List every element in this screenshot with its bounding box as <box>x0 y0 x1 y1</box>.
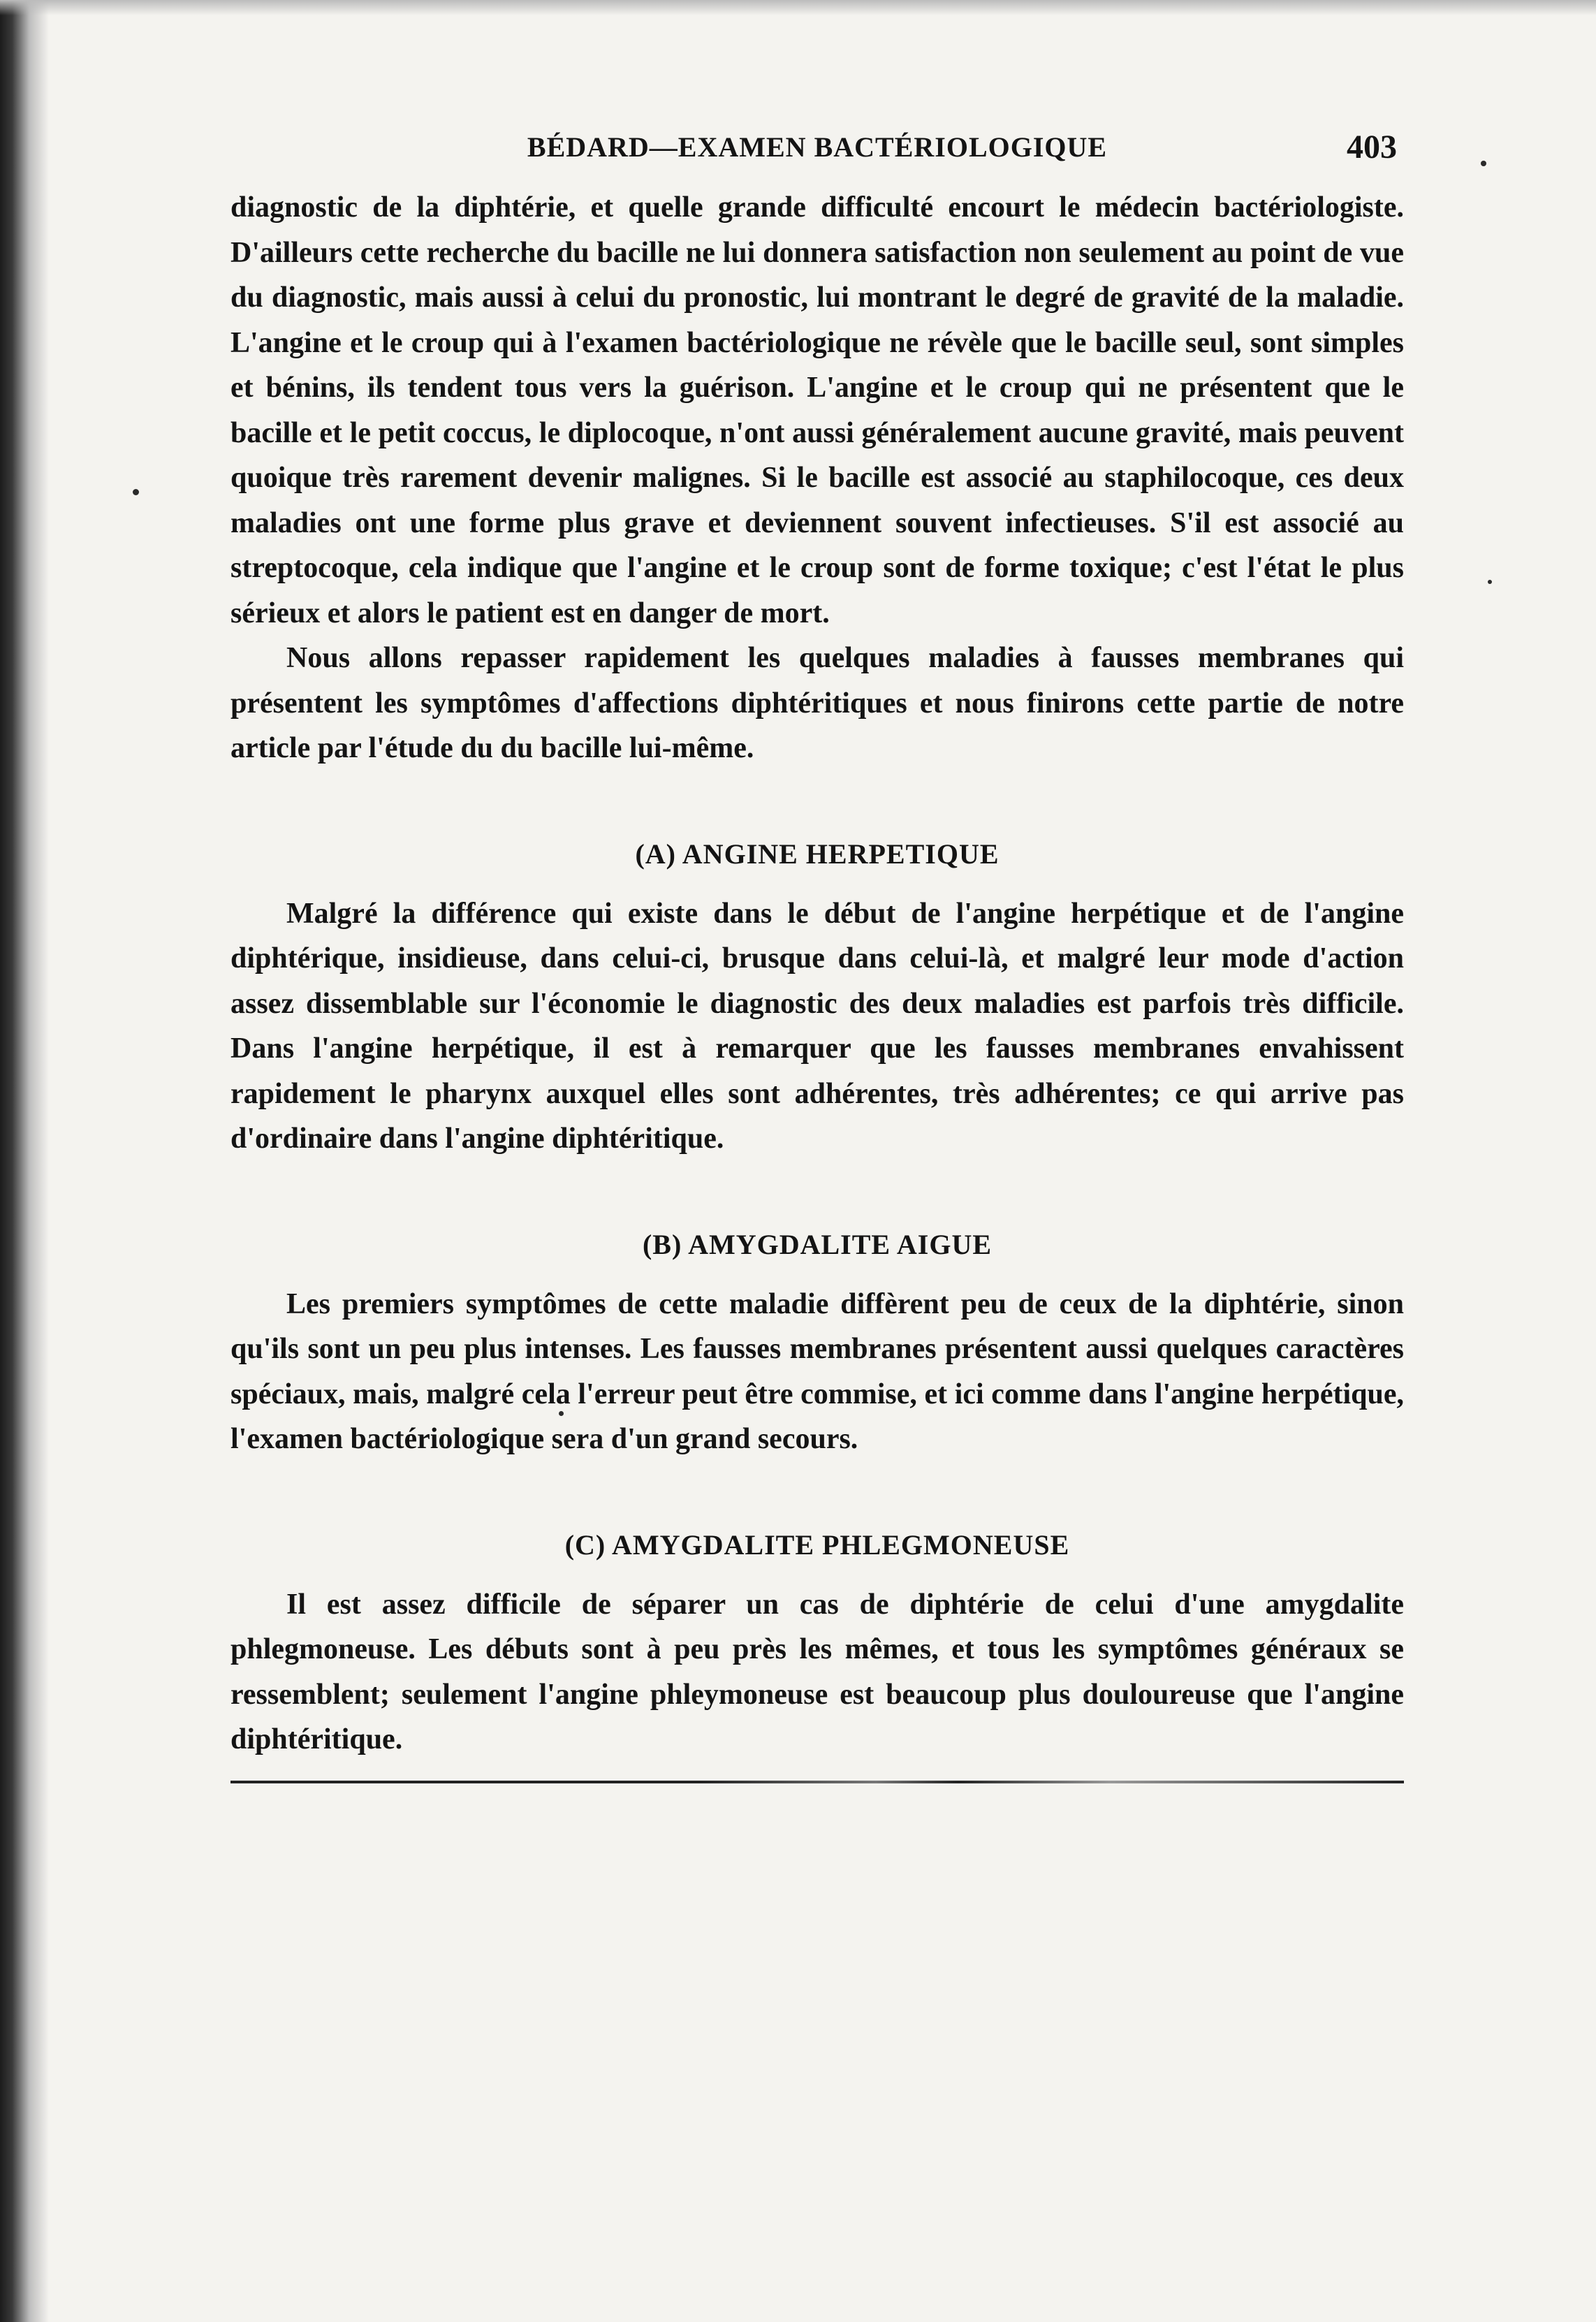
section-title-amygdalite-phlegmoneuse: (C) AMYGDALITE PHLEGMONEUSE <box>564 1528 1070 1561</box>
scan-speck <box>1488 580 1492 584</box>
section-paragraph: Les premiers symptômes de cette maladie diffèrent peu de ceux de la diphtérie, sinon qu'ils sont un peu plus intenses. Les fausses membranes présentent aussi quelques caractères spéciaux, mais, malgré cela l'erreur peut être commise, et ici comme dans l'angine herpétique, l'examen bactériologique sera d'un grand secours. <box>230 1287 1404 1455</box>
bottom-rule <box>230 1781 1404 1783</box>
section-paragraph: Il est assez difficile de séparer un cas de diphtérie de celui d'une amygdalite phlegmoneuse. Les débuts sont à peu près les mêmes, et tous les symptômes généraux se ressemblent; seulement l'angine phleymoneuse est beaucoup plus douloureuse que l'angine diphtéritique. <box>230 1588 1404 1755</box>
section-title-angine-herpetique: (A) ANGINE HERPETIQUE <box>635 838 1000 870</box>
document-page <box>230 122 1404 1783</box>
scan-shadow-left <box>0 0 49 2322</box>
body-paragraph: Nous allons repasser rapidement les quelques maladies à fausses membranes qui présentent les symptômes d'affections diphtéritiques et nous finirons cette partie de notre article par l'étude du du bacille lui-même. <box>230 642 1404 764</box>
page-number: 403 <box>1347 129 1397 166</box>
scan-speck <box>133 489 139 495</box>
section-paragraph: Malgré la différence qui existe dans le début de l'angine herpétique et de l'angine diphtérique, insidieuse, dans celui-ci, brusque dans celui-là, et malgré leur mode d'action assez dissemblable sur l'économie le diagnostic des deux maladies est parfois très difficile. Dans l'angine herpétique, il est à remarquer que les fausses membranes envahissent rapidement le pharynx auxquel elles sont adhérentes, très adhérentes; ce qui arrive pas d'ordinaire dans l'angine diphtéritique. <box>230 897 1404 1155</box>
running-header <box>230 122 1404 185</box>
scan-shadow-top <box>0 0 1596 15</box>
scan-speck <box>1481 161 1486 166</box>
body-paragraph: diagnostic de la diphtérie, et quelle grande difficulté encourt le médecin bactériologiste. D'ailleurs cette recherche du bacille ne lui donnera satisfaction non seulement au point de vue du diagnostic, mais aussi à celui du pronostic, lui montrant le degré de gravité de la maladie. L'angine et le croup qui à l'examen bactériologique ne révèle que le bacille seul, sont simples et bénins, ils tendent tous vers la guérison. L'angine et le croup qui ne présentent que le bacille et le petit coccus, le diplocoque, n'ont aussi généralement aucune gravité, mais peuvent quoique très rarement devenir malignes. Si le bacille est associé au staphilocoque, ces deux maladies ont une forme plus grave et deviennent souvent infectieuses. S'il est associé au streptocoque, cela indique que l'angine et le croup sont de forme toxique; c'est l'état le plus sérieux et alors le patient est en danger de mort. <box>230 191 1404 629</box>
section-title-amygdalite-aigue: (B) AMYGDALITE AIGUE <box>642 1228 993 1260</box>
running-title: BÉDARD—EXAMEN BACTÉRIOLOGIQUE <box>527 131 1108 163</box>
